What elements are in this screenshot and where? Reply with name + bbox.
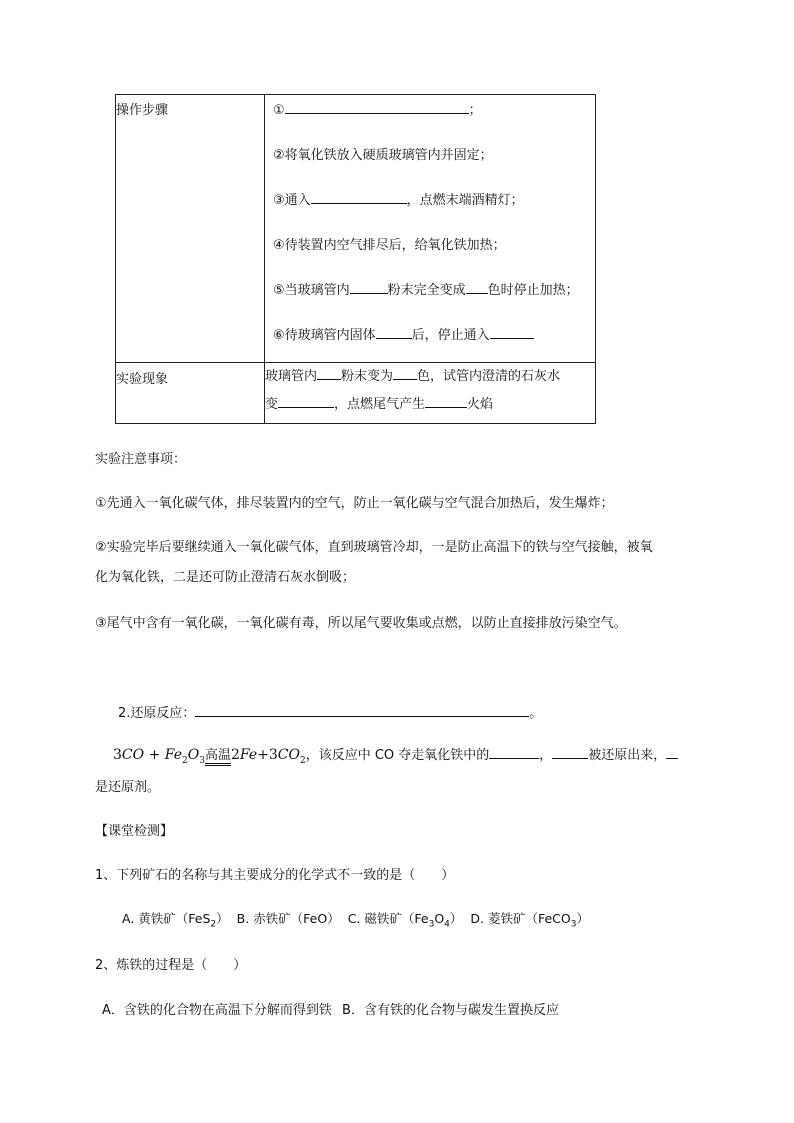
note-2-line-2: 化为氧化铁，二是还可防止澄清石灰水倒吸；	[95, 570, 356, 585]
step-5: ⑤当玻璃管内 粉末完全变成 色时停止加热；	[273, 283, 579, 298]
option-1c[interactable]: C. 磁铁矿$(Fe_3O_4)$	[347, 911, 463, 930]
reduction-line-2: 是还原剂。	[95, 780, 161, 795]
reduction-question: 2.还原反应： 。	[118, 706, 543, 721]
blank-step-6a[interactable]	[376, 326, 412, 339]
step-1: ① ；	[273, 103, 482, 118]
blank-step-5b[interactable]	[466, 281, 488, 294]
option-2a[interactable]: A．含铁的化合物在高温下分解而得到铁	[102, 1003, 332, 1018]
blank-reduction-1[interactable]	[489, 746, 539, 759]
blank-step-3[interactable]	[311, 191, 407, 204]
blank-obs-1[interactable]	[317, 367, 341, 380]
reaction-condition: 高温	[205, 748, 231, 766]
blank-reduction-2[interactable]	[552, 746, 588, 759]
step-2: ②将氧化铁放入硬质玻璃管内并固定；	[273, 148, 493, 163]
blank-reduction[interactable]	[195, 704, 529, 717]
option-1a[interactable]: A. 黄铁矿（FeS$_2$）	[122, 911, 229, 930]
blank-step-1[interactable]	[285, 101, 469, 114]
blank-obs-4[interactable]	[425, 395, 467, 408]
observation-line-2: 变 ，点燃尾气产生 火焰	[265, 397, 494, 412]
observation-cell	[265, 363, 596, 424]
reduction-equation-line: $3CO + Fe_2O_3$高温$2Fe+3CO_2$，该反应中 CO 夺走氧化铁中的 ， 被还原出来，	[113, 744, 678, 766]
option-2b[interactable]: B．含有铁的化合物与碳发生置换反应	[342, 1003, 559, 1018]
observation-label-cell	[116, 363, 265, 424]
question-1: 1、下列矿石的名称与其主要成分的化学式不一致的是（ ）	[95, 868, 455, 883]
steps-label-cell	[116, 95, 265, 363]
note-1: ①先通入一氧化碳气体，排尽装置内的空气，防止一氧化碳与空气混合加热后，发生爆炸；	[95, 496, 614, 511]
blank-step-5a[interactable]	[350, 281, 388, 294]
blank-obs-2[interactable]	[393, 367, 417, 380]
step-3: ③通入 ，点燃末端酒精灯；	[273, 193, 524, 208]
steps-label: 操作步骤	[116, 103, 169, 118]
table-row-observation	[116, 363, 596, 424]
step-4: ④待装置内空气排尽后，给氧化铁加热；	[273, 238, 506, 253]
step-6: ⑥待玻璃管内固体 后，停止通入	[265, 320, 595, 362]
note-2-line-1: ②实验完毕后要继续通入一氧化碳气体，直到玻璃管冷却，一是防止高温下的铁与空气接触，被氧	[95, 540, 653, 555]
question-1-options	[122, 909, 589, 930]
blank-reduction-3[interactable]	[666, 746, 678, 759]
blank-step-6b[interactable]	[490, 326, 534, 339]
observation-label: 实验现象	[116, 372, 169, 387]
question-2: 2、炼铁的过程是（ ）	[95, 958, 247, 973]
observation-line-1: 玻璃管内 粉末变为 色，试管内澄清的石灰水	[265, 369, 561, 384]
option-1b[interactable]: B. 赤铁矿（FeO）	[236, 911, 340, 926]
experiment-table	[115, 94, 596, 424]
option-1d[interactable]: D. 菱铁矿（FeCO$_3$）	[470, 911, 589, 930]
question-2-options	[102, 999, 559, 1018]
quiz-heading: 【课堂检测】	[95, 824, 174, 839]
blank-obs-3[interactable]	[278, 395, 334, 408]
steps-cell	[265, 95, 596, 363]
chemical-equation: $3CO + Fe_2O_3$高温$2Fe+3CO_2$	[113, 747, 306, 766]
table-row-steps	[116, 95, 596, 363]
notes-title: 实验注意事项：	[95, 452, 187, 467]
note-3: ③尾气中含有一氧化碳，一氧化碳有毒，所以尾气要收集或点燃，以防止直接排放污染空气。	[95, 616, 627, 631]
